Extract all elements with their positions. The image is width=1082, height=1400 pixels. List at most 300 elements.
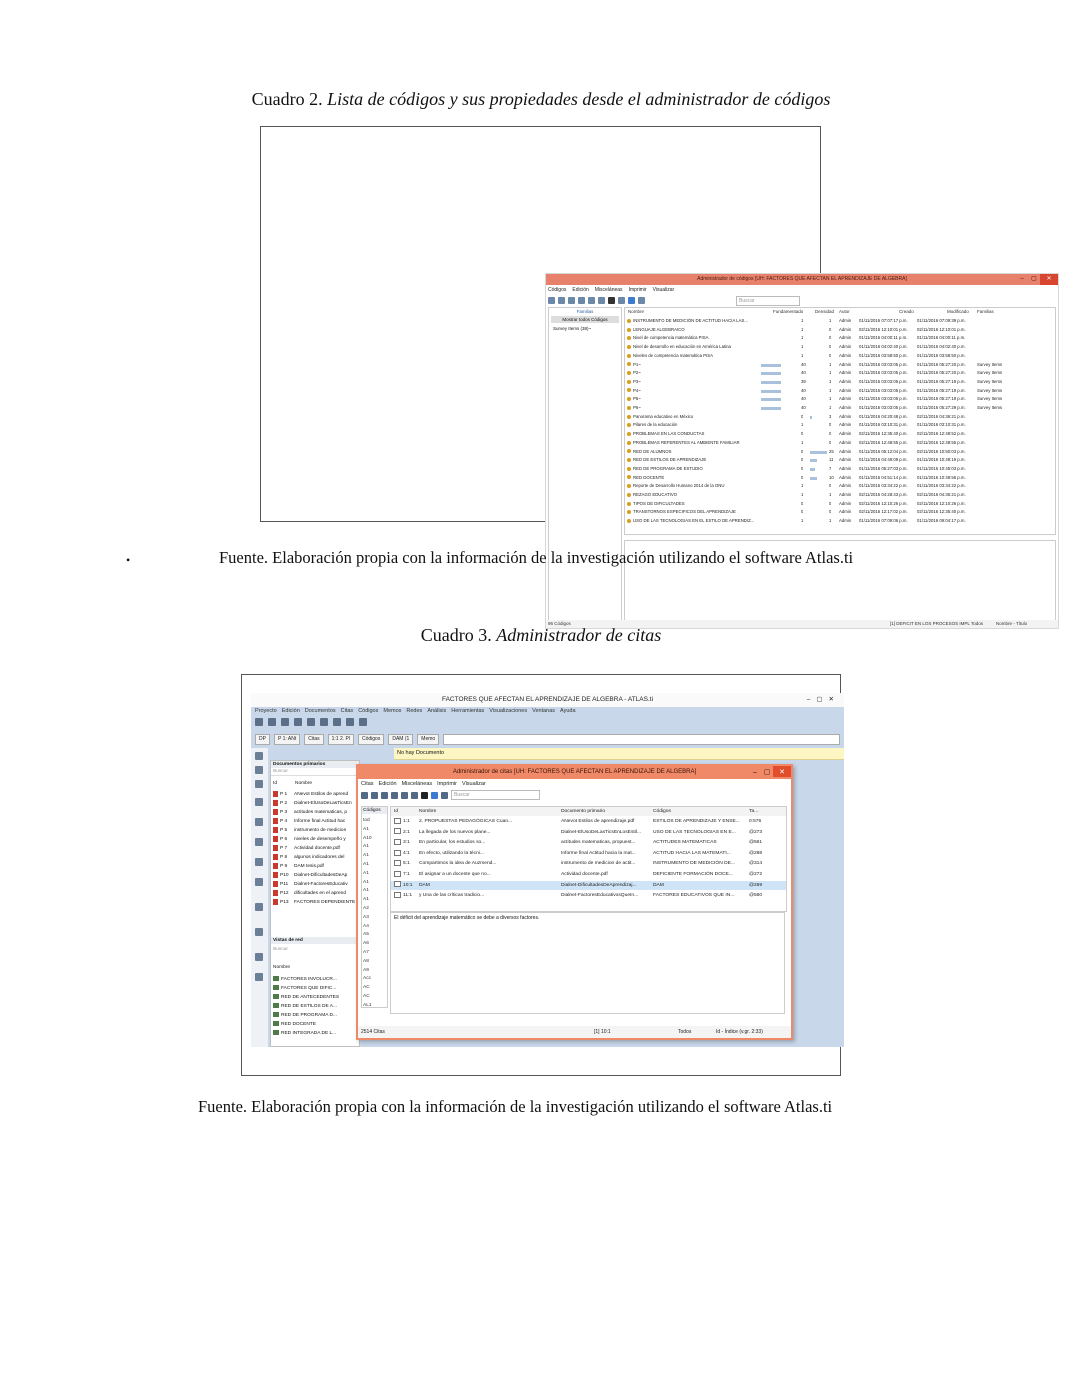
align-icon[interactable]: [255, 818, 263, 826]
settings-icon[interactable]: [255, 858, 263, 866]
col-id: Id: [273, 781, 278, 786]
list-item[interactable]: [273, 1002, 357, 1011]
quote-id-text: 4:1: [403, 850, 410, 856]
network-icon: [273, 994, 279, 999]
no-document-banner: No hay Documento: [394, 748, 844, 760]
list-item[interactable]: [273, 790, 357, 799]
source-2: Fuente. Elaboración propia con la información de la investigación utilizando el software Atlas.ti: [198, 1097, 833, 1116]
table-row[interactable]: [391, 859, 786, 868]
created: 01/11/2016 05:27:03 p.m.: [859, 465, 908, 471]
created: 02/11/2016 12:10:01 p.m.: [859, 326, 908, 332]
quote-icon: [394, 871, 401, 877]
window-controls-icon[interactable]: –▢✕: [806, 696, 840, 703]
view-mode-icon[interactable]: [628, 297, 635, 304]
filter-icon[interactable]: [558, 297, 565, 304]
list-item[interactable]: [273, 1029, 357, 1038]
families-header: Familias: [576, 309, 594, 314]
code-filter-item[interactable]: A1: [363, 879, 369, 885]
grid-icon[interactable]: [255, 903, 263, 911]
table-row[interactable]: [625, 361, 1055, 370]
menu-visualizar[interactable]: Visualizar: [462, 781, 486, 787]
code-name: [627, 439, 767, 448]
code-filter-item[interactable]: A9: [363, 967, 369, 973]
modified: 02/11/2016 04:36:21 p.m.: [917, 413, 966, 419]
density-bar: [810, 459, 817, 462]
zoom-out-icon[interactable]: [255, 973, 263, 981]
col-modificado[interactable]: Modificado: [947, 309, 969, 314]
list-item[interactable]: [273, 853, 357, 862]
table-row[interactable]: [625, 317, 1055, 326]
created: 01/11/2016 03:03:05 p.m.: [859, 361, 908, 367]
zoom-in-icon[interactable]: [255, 953, 263, 961]
modified: 01/11/2016 04:02:40 p.m.: [917, 344, 966, 350]
pdf-icon: [273, 854, 278, 860]
author: Admin: [839, 378, 852, 384]
network-icon[interactable]: [598, 297, 605, 304]
grounded-value: 0: [801, 457, 804, 463]
list-item[interactable]: [273, 799, 357, 808]
author: Admin: [839, 483, 852, 489]
table-row[interactable]: [625, 421, 1055, 430]
code-filter-item[interactable]: A1: [363, 853, 369, 859]
menu-codigos[interactable]: Códigos: [358, 708, 379, 714]
memo-select[interactable]: [443, 734, 840, 745]
code-icon: [627, 432, 631, 436]
grounded-value: 40: [801, 370, 806, 376]
code-icon: [627, 441, 631, 445]
created: 02/11/2016 12:48:55 p.m.: [859, 439, 908, 445]
code-filter-item[interactable]: A7: [363, 950, 369, 955]
refresh-icon[interactable]: [255, 878, 263, 886]
table-row[interactable]: [625, 500, 1055, 509]
code-filter-item[interactable]: A5: [363, 932, 369, 938]
code-filter-item[interactable]: AC: [363, 994, 370, 999]
output-icon[interactable]: [401, 792, 408, 799]
query-icon[interactable]: [333, 718, 341, 726]
list-icon[interactable]: [255, 838, 263, 846]
network-icon: [273, 976, 279, 981]
code-filter-item[interactable]: A1: [363, 888, 369, 894]
zoom-icon[interactable]: [255, 752, 263, 760]
search-input[interactable]: Buscar: [736, 296, 800, 306]
caption-prefix: Cuadro 2.: [251, 89, 323, 109]
code-name-text: P4~: [633, 387, 641, 393]
code-filter-item[interactable]: A1: [363, 826, 369, 832]
family: Survey Items: [977, 361, 1003, 367]
table-row[interactable]: [625, 456, 1055, 465]
code-filter-item[interactable]: A1: [363, 897, 369, 903]
code-name-text: P2~: [633, 370, 641, 376]
arrow-left-icon[interactable]: [568, 297, 575, 304]
primary-doc-select[interactable]: P 1: ANt: [274, 734, 300, 745]
citas-button[interactable]: Citas: [304, 734, 323, 745]
tools-icon[interactable]: [359, 718, 367, 726]
menu-bar: [548, 286, 674, 294]
status-filter: Todos: [678, 1029, 692, 1035]
table-row[interactable]: [391, 881, 786, 890]
network-icon: [273, 1012, 279, 1017]
grounded-value: 1: [801, 318, 804, 323]
pdf-icon: [273, 872, 278, 878]
col-familias[interactable]: Familias: [977, 309, 994, 314]
table-row[interactable]: [391, 870, 786, 879]
density-value: 1: [829, 396, 832, 402]
created: 01/11/2016 03:03:05 p.m.: [859, 396, 908, 402]
show-all-codes-button[interactable]: Mostrar todos Códigos: [551, 316, 619, 323]
quote-id-text: 1:1: [403, 819, 410, 824]
family: Survey Items: [977, 370, 1003, 376]
maximize-button[interactable]: ▢: [1031, 276, 1037, 282]
search-input[interactable]: Buscar: [451, 790, 540, 800]
arrow-right-icon[interactable]: [391, 792, 398, 799]
edit-icon[interactable]: [411, 792, 418, 799]
toolbar: [361, 790, 540, 800]
arrow-left-icon[interactable]: [381, 792, 388, 799]
navigator-bar: [255, 734, 840, 745]
table-row[interactable]: [625, 439, 1055, 448]
table-row[interactable]: [625, 326, 1055, 335]
list-item[interactable]: [273, 984, 357, 993]
code-name: [627, 361, 767, 370]
density-value: 1: [829, 387, 832, 393]
family: Survey Items: [977, 396, 1003, 402]
quote-code: ACTITUD HACIA LAS MATEMATI...: [653, 850, 731, 856]
pdf-icon: [273, 863, 278, 869]
menu-documentos[interactable]: Documentos: [304, 708, 336, 714]
table-row[interactable]: [391, 828, 786, 837]
menu-imprimir[interactable]: Imprimir: [437, 781, 458, 787]
code-name: [627, 369, 767, 378]
menu-ayuda[interactable]: Ayuda: [560, 708, 576, 714]
margin-icon[interactable]: [255, 798, 263, 806]
menu-bar: [255, 708, 576, 714]
density-value: 0: [829, 326, 832, 332]
pen-icon[interactable]: [346, 718, 354, 726]
density-value: 7: [829, 465, 832, 471]
created: 01/11/2016 03:03:05 p.m.: [859, 378, 908, 384]
density-value: 1: [829, 370, 832, 376]
code-filter-item[interactable]: A4: [363, 923, 369, 929]
code-filter-item[interactable]: A1: [363, 870, 369, 876]
table-row[interactable]: [625, 517, 1055, 526]
col-documento[interactable]: Documento primario: [561, 809, 606, 814]
list-item[interactable]: [273, 889, 357, 898]
list-item[interactable]: [273, 835, 357, 844]
docs-search-input[interactable]: Buscar: [271, 768, 359, 776]
code-icon: [627, 354, 631, 358]
grounded-value: 39: [801, 378, 806, 384]
code-name-text: P5~: [633, 396, 641, 402]
search-icon[interactable]: [255, 766, 263, 774]
doc-name: Actividad docente.pdf: [294, 846, 340, 851]
menu-edicion[interactable]: Edición: [378, 781, 397, 787]
code-icon: [627, 502, 631, 506]
menu-edicion[interactable]: Edición: [572, 287, 589, 293]
table-row[interactable]: [625, 482, 1055, 491]
caption-title: Lista de códigos y sus propiedades desde el administrador de códigos: [327, 89, 831, 109]
col-id[interactable]: Id: [394, 809, 399, 814]
quotations-table: [390, 806, 787, 912]
code-name-text: INSTRUMENTO DE MEDICIÓN DE ACTITUD HACIA LAS...: [633, 318, 748, 323]
list-item[interactable]: [273, 975, 357, 984]
quote-size: @561: [749, 840, 763, 846]
created: 01/11/2016 03:03:05 p.m.: [859, 405, 908, 410]
density-bar: [810, 477, 817, 480]
code-name: [627, 508, 767, 517]
code-filter-item[interactable]: A6: [363, 941, 369, 947]
list-item[interactable]: [273, 1011, 357, 1020]
panel-icon[interactable]: [638, 297, 645, 304]
col-nombre[interactable]: Nombre: [419, 809, 437, 814]
codigos-button[interactable]: Códigos: [358, 734, 384, 745]
code-filter-item[interactable]: A3: [363, 914, 369, 920]
table-row[interactable]: [625, 465, 1055, 474]
quote-icon: [394, 892, 401, 898]
codes-table: [624, 307, 1056, 535]
modified: 01/11/2016 03:58:50 p.m.: [917, 352, 966, 358]
density-value: 3: [829, 413, 832, 419]
code-filter-item[interactable]: Acc: [363, 976, 371, 982]
created: 02/11/2016 12:17:02 p.m.: [859, 509, 908, 515]
col-densidad[interactable]: Densidad: [815, 309, 835, 314]
list-item[interactable]: [273, 871, 357, 880]
code-icon[interactable]: [268, 718, 276, 726]
table-row[interactable]: [625, 491, 1055, 500]
menu-citas[interactable]: Citas: [340, 708, 354, 714]
doc-id: P 2: [280, 801, 288, 806]
menu-citas[interactable]: Citas: [361, 781, 374, 787]
new-code-icon[interactable]: [548, 297, 555, 304]
pdf-icon: [273, 827, 278, 833]
code-select[interactable]: DAM (1: [388, 734, 413, 745]
maximize-button[interactable]: ▢: [763, 769, 771, 776]
table-row[interactable]: [625, 404, 1055, 413]
status-count: 96 Códigos: [548, 621, 571, 626]
code-icon: [627, 510, 631, 514]
memo-icon[interactable]: [320, 718, 328, 726]
panel-icon[interactable]: [441, 792, 448, 799]
col-creado[interactable]: Creado: [899, 309, 914, 314]
quote-document: ANevot Estilos de aprendizaje.pdf: [561, 819, 635, 824]
table-row[interactable]: [391, 817, 786, 826]
col-fundamentado[interactable]: Fundamentado: [773, 309, 804, 314]
author: Admin: [839, 465, 852, 471]
title-bar: [358, 766, 791, 779]
table-row[interactable]: [625, 474, 1055, 483]
quote-code: FACTORES EDUCATIVOS QUE IN...: [653, 893, 735, 899]
modified: 01/11/2016 05:27:19 p.m.: [917, 378, 966, 384]
modified: 01/11/2016 05:27:29 p.m.: [917, 405, 966, 410]
menu-codigos[interactable]: Códigos: [548, 287, 567, 293]
grounded-value: 1: [801, 326, 804, 332]
delete-icon[interactable]: [608, 297, 615, 304]
created: 01/11/2016 03:03:05 p.m.: [859, 370, 908, 376]
quote-name: La llegada de los nuevos plane...: [419, 829, 491, 835]
table-row[interactable]: [391, 838, 786, 847]
list-item[interactable]: [273, 880, 357, 889]
table-row[interactable]: [391, 849, 786, 858]
grounded-bar: [761, 364, 781, 367]
doc-name: dificultades en el aprend: [294, 891, 347, 896]
quote-icon[interactable]: [307, 718, 315, 726]
network-icon[interactable]: [255, 718, 263, 726]
table-row[interactable]: [625, 352, 1055, 361]
doc-name: instrumento de medicion: [294, 828, 347, 833]
quotation-comment[interactable]: El déficit del aprendizaje matemático se debe a diversos factores.: [390, 912, 785, 1014]
quote-document: Dialnet-ElUsoDeLasTicsEnLosEstil...: [561, 829, 642, 835]
menu-memos[interactable]: Memos: [383, 708, 402, 714]
bullet: •: [126, 553, 131, 567]
created: 01/11/2016 03:10:31 p.m.: [859, 422, 908, 428]
list-item[interactable]: [273, 808, 357, 817]
table-row[interactable]: [625, 343, 1055, 352]
table-row[interactable]: [625, 387, 1055, 396]
created: 01/11/2016 07:09:06 p.m.: [859, 518, 908, 524]
table-row[interactable]: [625, 334, 1055, 343]
quote-id-text: 11:1: [403, 893, 413, 899]
arrow-right-icon[interactable]: [578, 297, 585, 304]
quote-size: @314: [749, 861, 763, 867]
network-icon[interactable]: [371, 792, 378, 799]
quotation-manager-window: [356, 764, 793, 1040]
quote-document: Dialnet-FactoresEducativosQueIn...: [561, 893, 639, 899]
grounded-value: 1: [801, 518, 804, 524]
menu-edicion[interactable]: Edición: [281, 708, 300, 714]
code-filter-item[interactable]: tod: [363, 818, 370, 823]
quote-id: [394, 849, 410, 858]
menu-miscelaneas[interactable]: Misceláneas: [594, 287, 623, 293]
modified: 01/11/2016 10:48:56 p.m.: [917, 474, 966, 480]
nets-search-input[interactable]: Buscar: [273, 947, 288, 952]
code-filter-item[interactable]: AL1: [363, 1002, 372, 1008]
menu-imprimir[interactable]: Imprimir: [628, 287, 647, 293]
author: Admin: [839, 361, 852, 367]
network-icon: [273, 985, 279, 990]
list-item[interactable]: [273, 862, 357, 871]
table-row[interactable]: [391, 891, 786, 900]
document-icon[interactable]: [294, 718, 302, 726]
close-button[interactable]: ✕: [773, 766, 791, 777]
table-row[interactable]: [625, 369, 1055, 378]
list-item[interactable]: [273, 898, 357, 907]
doc-name: DAM tesis.pdf: [294, 864, 324, 869]
comment-icon[interactable]: [255, 780, 263, 788]
layers-icon[interactable]: [255, 928, 263, 936]
code-icon: [627, 458, 631, 462]
code-icon[interactable]: [588, 297, 595, 304]
modified: 01/11/2016 05:27:19 p.m.: [917, 396, 966, 402]
save-icon[interactable]: [281, 718, 289, 726]
menu-miscelaneas[interactable]: Misceláneas: [401, 781, 433, 787]
grounded-value: 40: [801, 405, 806, 410]
code-filter-item[interactable]: AC: [363, 985, 370, 991]
modified: 02/11/2016 04:36:21 p.m.: [917, 492, 966, 497]
modified: 01/11/2016 05:27:20 p.m.: [917, 370, 966, 376]
col-nombre[interactable]: Nombre: [628, 309, 645, 314]
density-value: 11: [829, 457, 834, 463]
print-icon[interactable]: [618, 297, 625, 304]
table-row[interactable]: [625, 508, 1055, 517]
menu-analisis[interactable]: Análisis: [427, 708, 447, 714]
author: Admin: [839, 439, 852, 445]
code-name-text: TRANSTORNOS ESPECIFICOS DEL APRENDIZAJE: [633, 509, 736, 515]
minimize-button[interactable]: –: [753, 769, 757, 776]
code-name-text: P6~: [633, 405, 641, 410]
list-item[interactable]: [273, 826, 357, 835]
code-icon: [627, 406, 631, 410]
grounded-value: 1: [801, 352, 804, 358]
table-row[interactable]: [625, 378, 1055, 387]
menu-visualizaciones[interactable]: Visualizaciones: [489, 708, 528, 714]
doc-id: P 3: [280, 810, 288, 815]
code-icon: [627, 328, 631, 332]
quote-icon: [394, 839, 401, 845]
modified: 01/11/2016 03:34:22 p.m.: [917, 483, 966, 489]
code-name: [627, 395, 767, 404]
grounded-value: 0: [801, 431, 804, 437]
family-item[interactable]: Survey Items (38)~: [553, 326, 592, 331]
density-value: 0: [829, 439, 832, 445]
status-count: 2514 Citas: [361, 1029, 385, 1035]
density-value: 1: [829, 361, 832, 367]
author: Admin: [839, 405, 852, 410]
net-name: RED DE ANTECEDENTES: [281, 995, 340, 1000]
code-filter-item[interactable]: A1: [363, 844, 369, 850]
list-item[interactable]: [273, 993, 357, 1002]
status-sort: Nombre - Título: [996, 621, 1028, 626]
menu-proyecto[interactable]: Proyecto: [255, 708, 277, 714]
delete-icon[interactable]: [421, 792, 428, 799]
col-codigos[interactable]: Códigos: [653, 809, 671, 814]
table-row[interactable]: [625, 395, 1055, 404]
code-name: [627, 378, 767, 387]
quote-name: 2. PROPUESTAS PEDAGÓGICAS Cuan...: [419, 819, 513, 824]
code-name-text: Nivel de competencia matemática PISA: [633, 335, 709, 341]
memo-button[interactable]: Memo: [417, 734, 439, 745]
doc-id: P 6: [280, 837, 288, 842]
menu-visualizar[interactable]: Visualizar: [652, 287, 675, 293]
close-button[interactable]: ✕: [1040, 274, 1058, 285]
code-name: [627, 317, 767, 326]
table-row[interactable]: [625, 430, 1055, 439]
code-filter-item[interactable]: A1: [363, 862, 369, 867]
table-row[interactable]: [625, 448, 1055, 457]
table-row[interactable]: [625, 413, 1055, 422]
quote-name: y Una de las críticas tradicio...: [419, 893, 485, 899]
pdf-icon: [273, 899, 278, 905]
code-name-text: USO DE LAS TECNOLOGIAS EN EL ESTILO DE APRENDIZ...: [633, 518, 755, 524]
menu-ventanas[interactable]: Ventanas: [532, 708, 556, 714]
code-filter-item[interactable]: A2: [363, 906, 369, 911]
quote-document: Actividad docente.pdf: [561, 872, 608, 877]
code-filter-item[interactable]: A8: [363, 958, 369, 964]
menu-redes[interactable]: Redes: [406, 708, 423, 714]
col-autor[interactable]: Autor: [839, 309, 850, 314]
minimize-button[interactable]: –: [1020, 276, 1024, 282]
list-item[interactable]: [273, 1020, 357, 1029]
quote-select[interactable]: 1:1 2. Pl: [328, 734, 354, 745]
list-item[interactable]: [273, 844, 357, 853]
col-tamano[interactable]: Ta...: [749, 809, 759, 814]
list-item[interactable]: [273, 817, 357, 826]
menu-herramientas[interactable]: Herramientas: [451, 708, 485, 714]
dp-button[interactable]: DP: [255, 734, 270, 745]
quote-name: El asignar a un docente que no...: [419, 872, 491, 877]
view-mode-icon[interactable]: [431, 792, 438, 799]
filter-icon[interactable]: [361, 792, 368, 799]
code-name-text: RED DOCENTE: [633, 474, 665, 480]
code-filter-item[interactable]: A10: [363, 835, 372, 841]
